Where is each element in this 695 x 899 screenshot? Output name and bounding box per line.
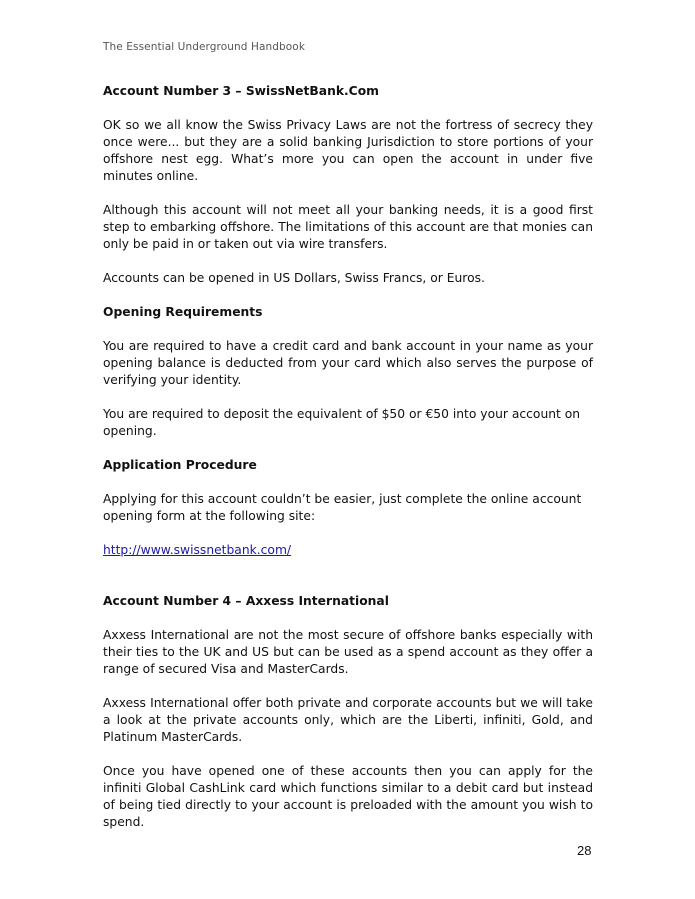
paragraph: Once you have opened one of these accounts then you can apply for the infiniti Global CashLink card which functions similar to a debit card but instead of being tied directly to your account is preloaded with the amount you wish to spend.	[103, 764, 593, 829]
page-number: 28	[577, 843, 592, 858]
paragraph: Axxess International are not the most secure of offshore banks especially with their ties to the UK and US but can be used as a spend account as they offer a range of secured Visa and MasterCards.	[103, 628, 593, 676]
paragraph: OK so we all know the Swiss Privacy Laws are not the fortress of secrecy they once were... but they are a solid banking Jurisdiction to store portions of your offshore nest egg. What’s more you can open the account in under five minutes online.	[103, 118, 593, 183]
paragraph: Applying for this account couldn’t be easier, just complete the online account opening form at the following site:	[103, 492, 582, 523]
running-header: The Essential Underground Handbook	[103, 41, 306, 53]
link-paragraph	[103, 542, 593, 559]
subheading-application-procedure: Application Procedure	[103, 458, 257, 472]
section-heading-swissnetbank: Account Number 3 – SwissNetBank.Com	[103, 84, 379, 98]
spacer	[103, 576, 593, 593]
subheading-opening-requirements: Opening Requirements	[103, 305, 263, 319]
section-heading-axxess: Account Number 4 – Axxess International	[103, 594, 389, 608]
page-body	[103, 83, 593, 848]
paragraph: Although this account will not meet all your banking needs, it is a good first step to embarking offshore. The limitations of this account are that monies can only be paid in or taken out via wire transfers.	[103, 203, 593, 251]
paragraph: You are required to have a credit card and bank account in your name as your opening balance is deducted from your card which also serves the purpose of verifying your identity.	[103, 339, 593, 387]
paragraph: Accounts can be opened in US Dollars, Swiss Francs, or Euros.	[103, 271, 485, 285]
swissnetbank-link[interactable]: http://www.swissnetbank.com/	[103, 543, 292, 557]
paragraph: Axxess International offer both private and corporate accounts but we will take a look at the private accounts only, which are the Liberti, infiniti, Gold, and Platinum MasterCards.	[103, 696, 593, 744]
paragraph: You are required to deposit the equivalent of $50 or €50 into your account on opening.	[103, 407, 581, 438]
